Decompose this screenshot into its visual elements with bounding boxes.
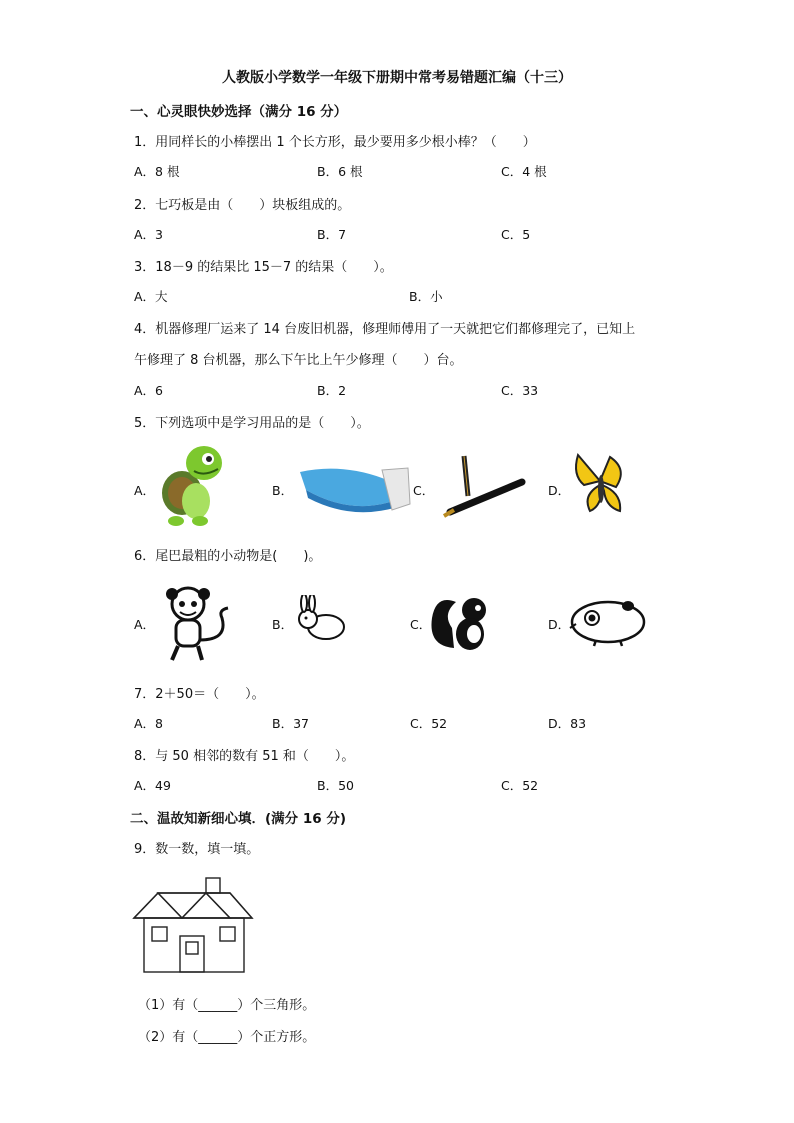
section-2-heading: 二、温故知新细心填．(满分 16 分) (130, 811, 347, 827)
q5-option-a[interactable]: A． (134, 483, 156, 498)
rabbit-icon[interactable] (292, 595, 348, 643)
q5-option-d[interactable]: D． (548, 483, 571, 498)
q2-option-c[interactable]: C．5 (501, 227, 531, 242)
q7-option-a[interactable]: A．8 (134, 716, 164, 731)
q6-option-c[interactable]: C． (410, 617, 432, 632)
question-8: 8．与 50 相邻的数有 51 和（ ）。 (134, 749, 355, 764)
question-4-line-1: 4．机器修理厂运来了 14 台废旧机器，修理师傅用了一天就把它们都修理完了，已知上 (134, 322, 636, 337)
house-icon (132, 876, 254, 976)
q7-option-b[interactable]: B．37 (272, 716, 309, 731)
q8-option-b[interactable]: B．50 (317, 778, 354, 793)
question-1: 1．用同样长的小棒摆出 1 个长方形，最少要用多少根小棒？（ ） (134, 135, 536, 150)
q6-option-b[interactable]: B． (272, 617, 294, 632)
question-6: 6．尾巴最粗的小动物是( )。 (134, 549, 322, 564)
monkey-icon[interactable] (158, 584, 234, 664)
page-title: 人教版小学数学一年级下册期中常考易错题汇编（十三） (222, 70, 572, 86)
pen-icon[interactable] (440, 452, 530, 522)
q7-option-d[interactable]: D．83 (548, 716, 587, 731)
q9-blank-triangles[interactable]: （1）有（______）个三角形。 (138, 998, 316, 1013)
squirrel-icon[interactable] (428, 588, 494, 656)
q5-option-c[interactable]: C． (413, 483, 435, 498)
butterfly-icon[interactable] (570, 451, 630, 521)
question-2: 2．七巧板是由（ ）块板组成的。 (134, 198, 351, 213)
q4-option-b[interactable]: B．2 (317, 383, 347, 398)
turtle-icon[interactable] (156, 441, 226, 527)
q9-blank-squares[interactable]: （2）有（______）个正方形。 (138, 1030, 316, 1045)
question-4-line-2: 午修理了 8 台机器，那么下午比上午少修理（ ）台。 (134, 353, 463, 368)
q3-option-a[interactable]: A．大 (134, 289, 168, 304)
q6-option-a[interactable]: A． (134, 617, 156, 632)
q2-option-a[interactable]: A．3 (134, 227, 164, 242)
question-9: 9．数一数，填一填。 (134, 842, 260, 857)
q3-option-b[interactable]: B．小 (409, 289, 443, 304)
q1-option-b[interactable]: B．6 根 (317, 164, 363, 179)
q5-option-b[interactable]: B． (272, 483, 294, 498)
q1-option-a[interactable]: A．8 根 (134, 164, 180, 179)
q6-option-d[interactable]: D． (548, 617, 571, 632)
section-1-heading: 一、心灵眼快妙选择（满分 16 分） (130, 104, 348, 120)
hamster-icon[interactable] (566, 594, 650, 648)
eraser-icon[interactable] (296, 460, 414, 520)
q4-option-c[interactable]: C．33 (501, 383, 539, 398)
q4-option-a[interactable]: A．6 (134, 383, 164, 398)
q7-option-c[interactable]: C．52 (410, 716, 448, 731)
q1-option-c[interactable]: C．4 根 (501, 164, 547, 179)
question-3: 3．18－9 的结果比 15－7 的结果（ ）。 (134, 260, 393, 275)
q8-option-c[interactable]: C．52 (501, 778, 539, 793)
question-5: 5．下列选项中是学习用品的是（ ）。 (134, 416, 370, 431)
q8-option-a[interactable]: A．49 (134, 778, 171, 793)
question-7: 7．2＋50＝（ ）。 (134, 687, 265, 702)
q2-option-b[interactable]: B．7 (317, 227, 347, 242)
